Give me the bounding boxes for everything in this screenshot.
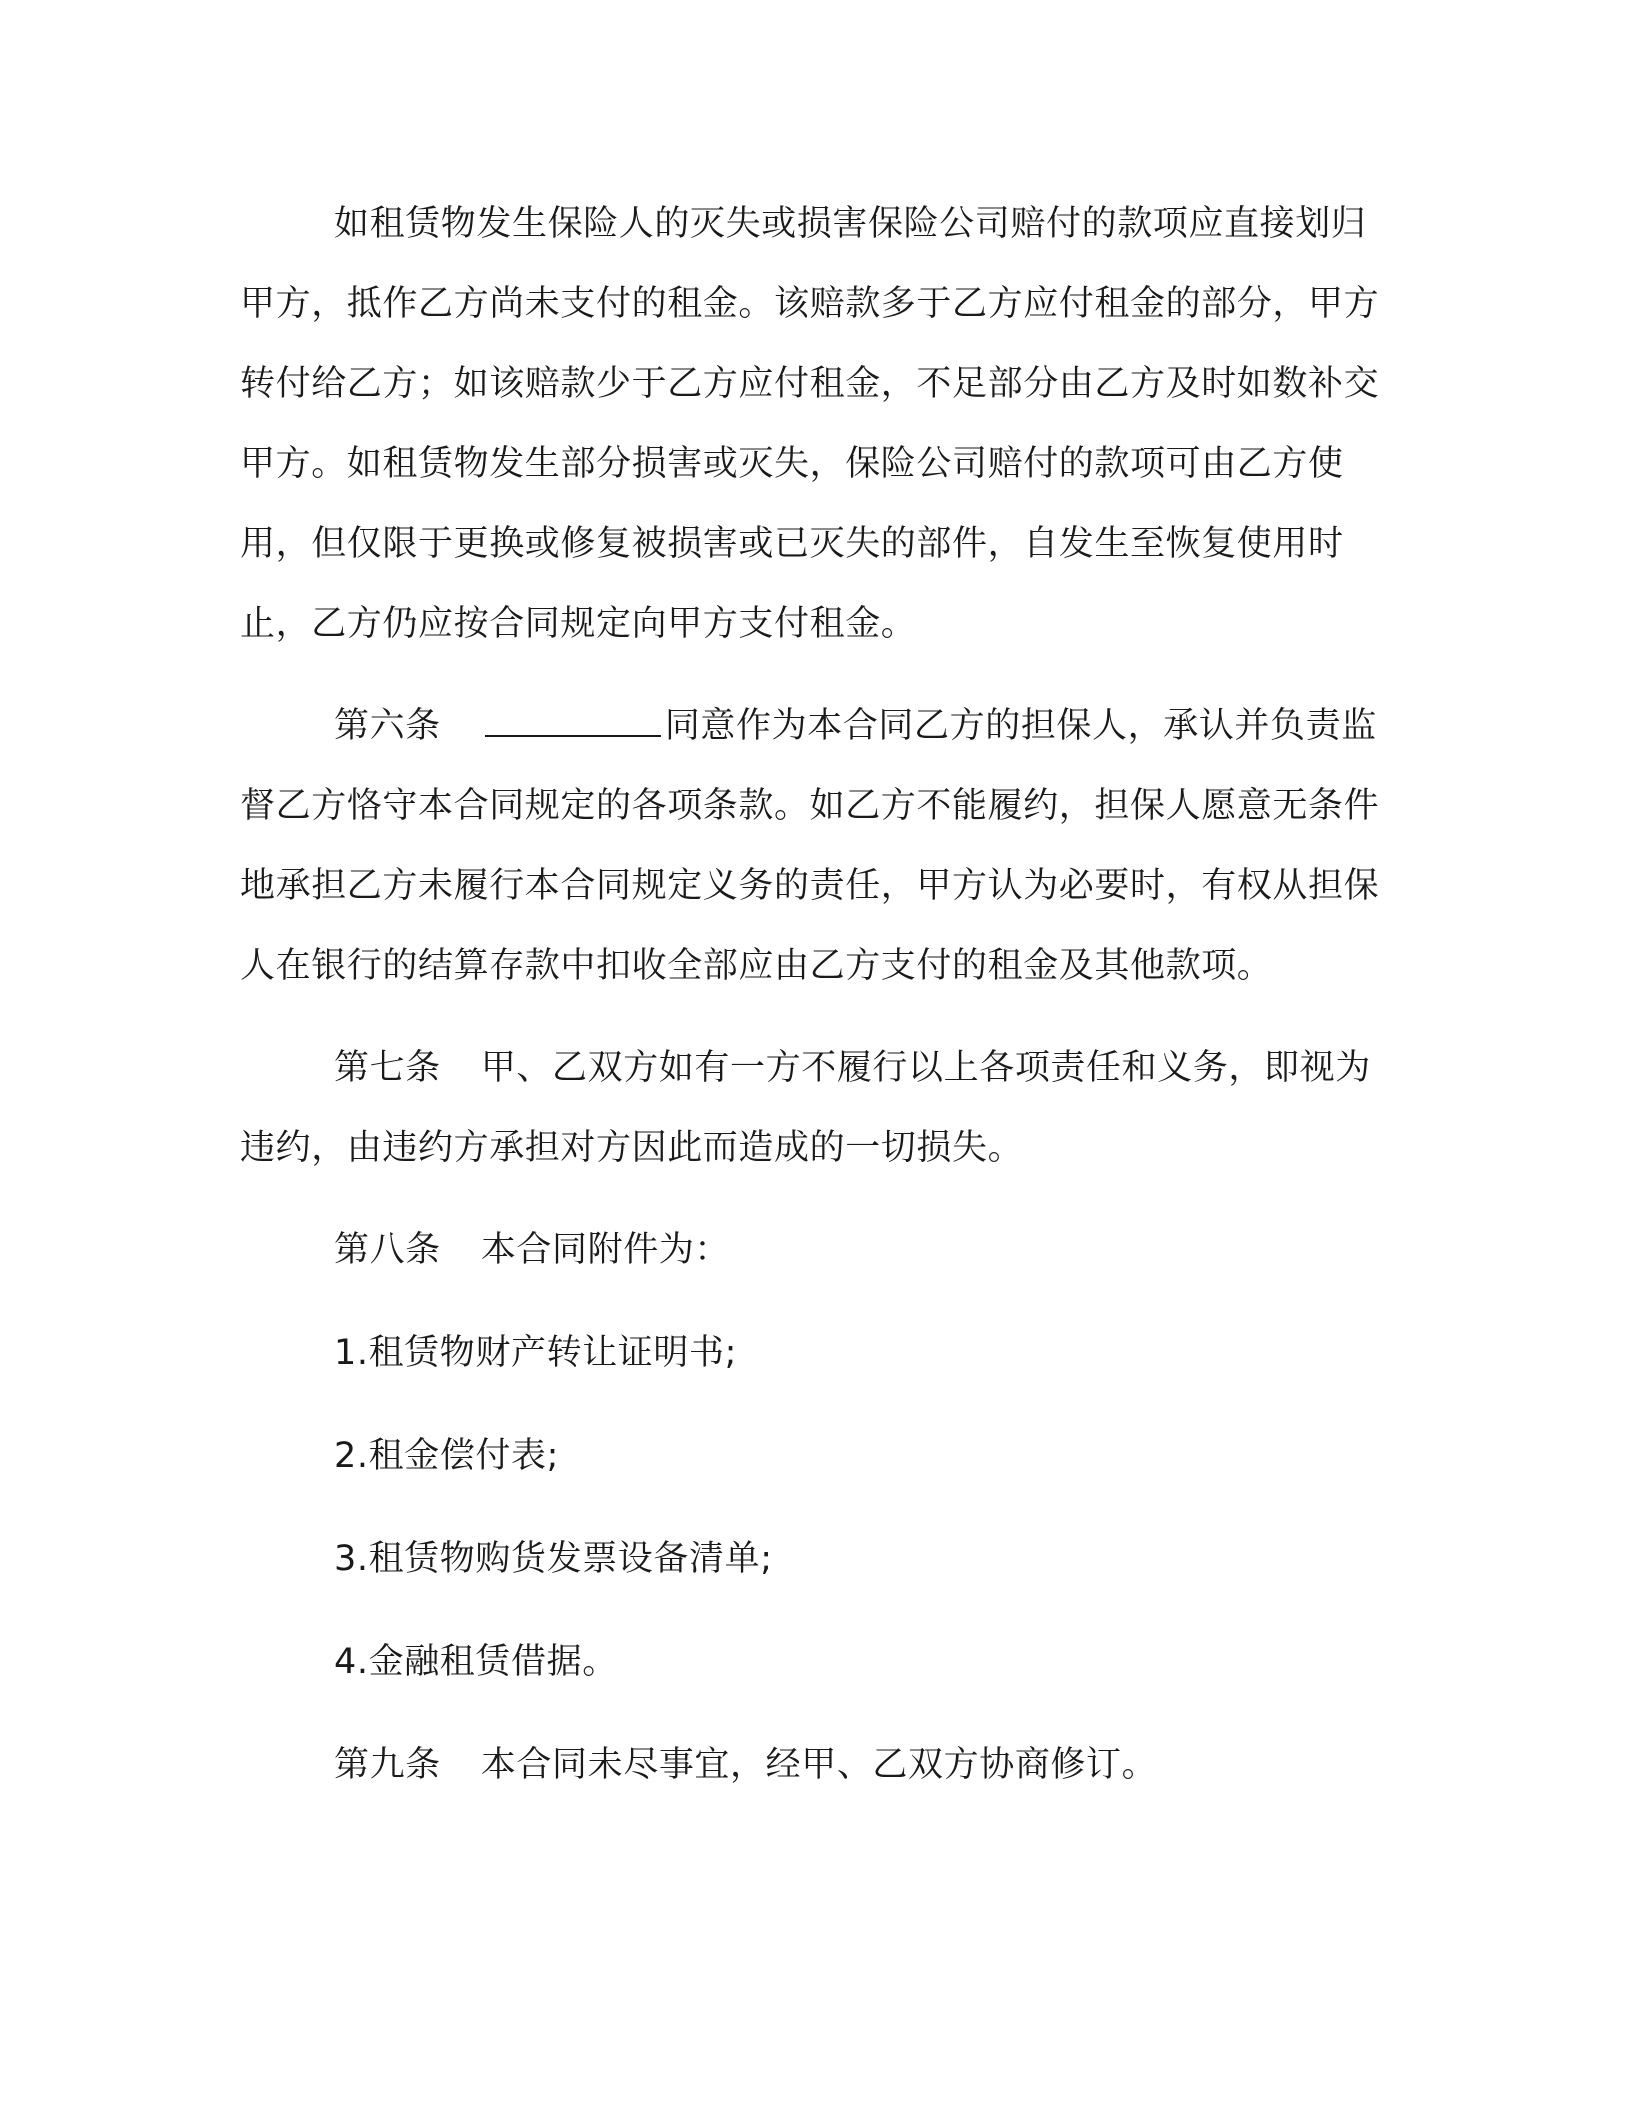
article-6-heading: 第六条	[334, 706, 441, 746]
article-7-text: 甲、乙双方如有一方不履行以上各项责任和义务，即视为违约，由违约方承担对方因此而造成的一切损失。	[240, 1048, 1371, 1168]
attachment-item: 3.租赁物购货发票设备清单;	[334, 1539, 773, 1579]
article-8	[240, 1210, 1380, 1290]
article-6-text: 同意作为本合同乙方的担保人，承认并负责监督乙方恪守本合同规定的各项条款。如乙方不能履约，担保人愿意无条件地承担乙方未履行本合同规定义务的责任，甲方认为必要时，有权从担保人在银行的结算存款中扣收全部应由乙方支付的租金及其他款项。	[240, 706, 1380, 986]
article-7-heading: 第七条	[334, 1048, 441, 1088]
attachment-item: 2.租金偿付表;	[334, 1436, 559, 1476]
article-9-text: 本合同未尽事宜，经甲、乙双方协商修订。	[480, 1745, 1158, 1785]
article-7	[240, 1028, 1380, 1188]
article-6	[240, 686, 1380, 1006]
document-body	[240, 184, 1380, 1805]
attachment-item: 4.金融租赁借据。	[334, 1642, 618, 1682]
article-8-text: 本合同附件为：	[480, 1230, 731, 1270]
article-9-heading: 第九条	[334, 1745, 441, 1785]
guarantor-name-blank	[485, 707, 661, 737]
paragraph-insurance-compensation: 如租赁物发生保险人的灭失或损害保险公司赔付的款项应直接划归甲方，抵作乙方尚未支付的租金。该赔款多于乙方应付租金的部分，甲方转付给乙方；如该赔款少于乙方应付租金，不足部分由乙方及时如数补交甲方。如租赁物发生部分损害或灭失，保险公司赔付的款项可由乙方使用，但仅限于更换或修复被损害或已灭失的部件，自发生至恢复使用时止，乙方仍应按合同规定向甲方支付租金。	[240, 204, 1380, 644]
article-8-heading: 第八条	[334, 1230, 441, 1270]
article-9	[240, 1725, 1380, 1805]
attachment-item: 1.租赁物财产转让证明书;	[334, 1333, 737, 1373]
